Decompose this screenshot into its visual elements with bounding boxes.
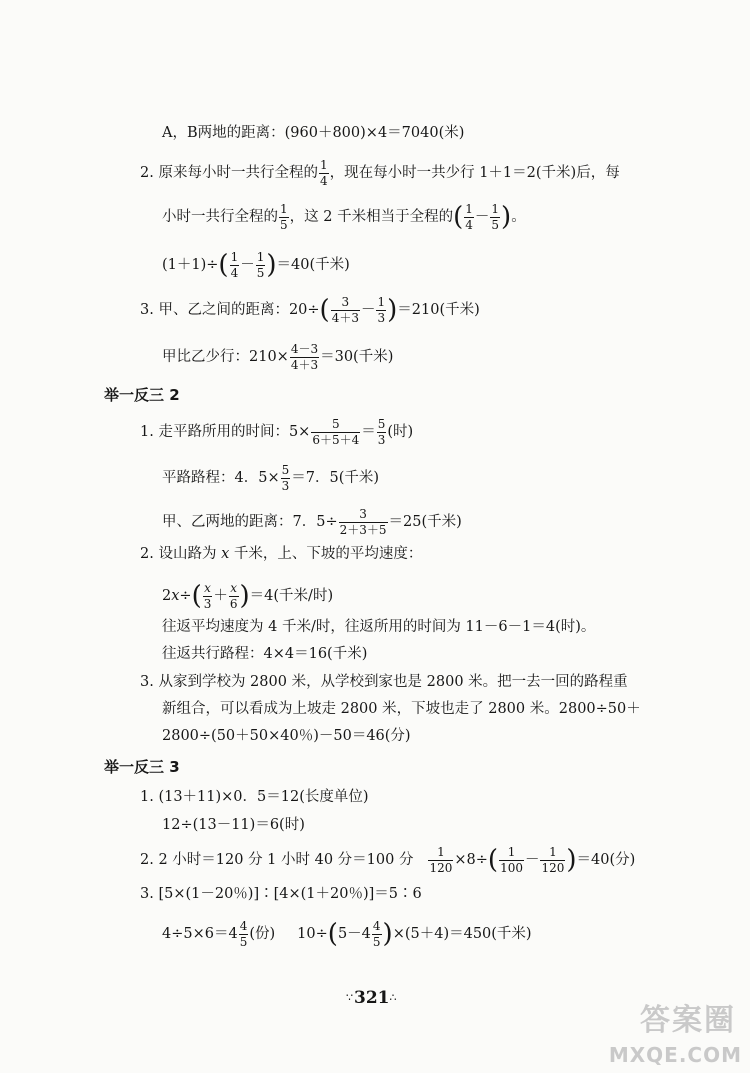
fraction bbox=[203, 582, 213, 610]
text: (时) bbox=[387, 424, 414, 441]
numerator: 5 bbox=[281, 463, 290, 477]
denominator: 5 bbox=[280, 217, 288, 232]
problem-3-line-1: 3. [5×(1－20％)]∶[4×(1＋20％)]＝5∶6 bbox=[140, 886, 422, 902]
page-number bbox=[346, 990, 398, 1007]
text: ＝4(千米/时) bbox=[249, 588, 334, 605]
watermark-url: MXQE.COM bbox=[608, 1043, 742, 1067]
denominator: 4 bbox=[319, 173, 328, 188]
variable: x bbox=[221, 546, 230, 562]
numerator: 3 bbox=[359, 507, 367, 521]
page-number-text: 321 bbox=[354, 988, 390, 1008]
text: ×8÷ bbox=[454, 852, 488, 869]
denominator: 3 bbox=[377, 432, 386, 447]
paren-open: ( bbox=[191, 581, 202, 612]
denominator: 5 bbox=[372, 934, 381, 949]
denominator: 5 bbox=[239, 934, 248, 949]
fraction bbox=[377, 418, 387, 446]
operator: ＋ bbox=[213, 588, 228, 605]
problem-2-line-1 bbox=[140, 159, 620, 187]
section-heading: 举一反三 3 bbox=[104, 758, 180, 776]
fraction bbox=[540, 846, 565, 874]
text: 2 bbox=[162, 588, 172, 605]
text: ＝210(千米) bbox=[397, 302, 480, 319]
text: 3. 甲、乙之间的距离：20÷ bbox=[140, 302, 320, 319]
paren-close: ) bbox=[382, 919, 393, 950]
text: 千米，上、下坡的平均速度： bbox=[229, 546, 423, 562]
problem-1-line-1: 1. (13＋11)×0．5＝12(长度单位) bbox=[140, 789, 369, 805]
numerator: 1 bbox=[437, 845, 445, 859]
problem-1-line-3 bbox=[162, 508, 462, 536]
denominator: 5 bbox=[256, 265, 265, 280]
paren-open: ( bbox=[453, 202, 464, 233]
text: ÷ bbox=[179, 588, 192, 605]
text: ＝30(千米) bbox=[320, 349, 394, 366]
text-line: 往返共行路程：4×4＝16(千米) bbox=[162, 646, 368, 662]
numerator: 1 bbox=[377, 295, 386, 309]
paren-close: ) bbox=[239, 581, 250, 612]
denominator: 100 bbox=[500, 860, 523, 875]
problem-2-line-1 bbox=[140, 846, 635, 874]
denominator: 120 bbox=[429, 860, 453, 875]
paren-open: ( bbox=[218, 250, 229, 281]
text: 1. 走平路所用的时间：5× bbox=[140, 424, 311, 441]
text: ＝ bbox=[361, 424, 376, 441]
variable: x bbox=[171, 588, 180, 605]
fraction bbox=[376, 296, 386, 324]
numerator: 1 bbox=[256, 250, 265, 264]
fraction bbox=[290, 343, 319, 371]
operator: － bbox=[240, 257, 255, 274]
numerator: 1 bbox=[465, 202, 473, 216]
fraction bbox=[428, 846, 453, 874]
text: ＝25(千米) bbox=[388, 514, 462, 531]
text: ，现在每小时一共少行 1＋1＝2(千米)后，每 bbox=[329, 165, 620, 182]
fraction bbox=[331, 296, 360, 324]
operator: － bbox=[474, 209, 490, 226]
operator: － bbox=[524, 852, 540, 869]
text: 5－4 bbox=[337, 926, 371, 943]
watermark-logo: 答案圈 bbox=[640, 1003, 736, 1038]
denominator: 3 bbox=[281, 478, 290, 493]
denominator: 4＋3 bbox=[331, 310, 359, 325]
problem-3-line-3: 2800÷(50＋50×40％)－50＝46(分) bbox=[162, 728, 411, 744]
equation-line bbox=[162, 582, 333, 610]
equation-line bbox=[162, 251, 350, 279]
denominator: 5 bbox=[491, 217, 500, 232]
text: 2. 原来每小时一共行全程的 bbox=[140, 165, 318, 182]
text: 甲比乙少行：210× bbox=[162, 349, 289, 366]
paren-open: ( bbox=[487, 845, 499, 876]
operator: － bbox=[360, 302, 376, 319]
text: 小时一共行全程的 bbox=[162, 209, 278, 226]
paren-close: ) bbox=[387, 295, 398, 326]
problem-3-line-1: 3. 从家到学校为 2800 米，从学校到家也是 2800 米。把一去一回的路程重 bbox=[140, 674, 628, 690]
fraction bbox=[339, 508, 388, 536]
denominator: 4 bbox=[465, 217, 473, 232]
section-heading: 举一反三 2 bbox=[104, 386, 180, 404]
problem-1-line-2 bbox=[162, 464, 379, 492]
text-line: 往返平均速度为 4 千米/时，往返所用的时间为 11－6－1＝4(时)。 bbox=[162, 619, 596, 635]
fraction bbox=[464, 203, 474, 231]
fraction bbox=[490, 203, 500, 231]
numerator: 5 bbox=[377, 417, 386, 431]
numerator: 1 bbox=[280, 202, 288, 216]
denominator: 3 bbox=[203, 596, 212, 611]
numerator: 4 bbox=[372, 919, 381, 933]
numerator: x bbox=[204, 581, 211, 595]
problem-3-line-2 bbox=[162, 920, 532, 948]
problem-1-line-1 bbox=[140, 418, 413, 446]
text: 2. 2 小时＝120 分 1 小时 40 分＝100 分 bbox=[140, 852, 414, 869]
text: 甲、乙两地的距离：7．5÷ bbox=[162, 514, 338, 531]
numerator: 1 bbox=[319, 158, 328, 172]
numerator: x bbox=[230, 581, 238, 595]
fraction bbox=[279, 203, 289, 231]
paren-open: ( bbox=[327, 919, 338, 950]
text: (1＋1)÷ bbox=[162, 257, 219, 274]
problem-3-line-2: 新组合，可以看成为上坡走 2800 米，下坡也走了 2800 米。2800÷50＋ bbox=[162, 701, 641, 717]
fraction bbox=[256, 251, 266, 279]
denominator: 6 bbox=[229, 596, 238, 611]
paren-close: ) bbox=[266, 250, 277, 281]
numerator: 1 bbox=[549, 845, 557, 859]
text: 。 bbox=[511, 209, 526, 226]
problem-3-line-2 bbox=[162, 343, 393, 371]
text: 4÷5×6＝4 bbox=[162, 926, 238, 943]
numerator: 1 bbox=[230, 250, 239, 264]
text: ＝40(千米) bbox=[276, 257, 350, 274]
text: 平路路程：4．5× bbox=[162, 470, 280, 487]
denominator: 2＋3＋5 bbox=[339, 522, 387, 537]
numerator: 5 bbox=[331, 417, 340, 431]
fraction bbox=[372, 920, 382, 948]
problem-1-line-2: 12÷(13－11)＝6(时) bbox=[162, 817, 305, 833]
denominator: 4＋3 bbox=[290, 357, 319, 372]
paren-open: ( bbox=[319, 295, 330, 326]
paren-close: ) bbox=[566, 845, 577, 876]
text: ＝7．5(千米) bbox=[291, 470, 380, 487]
denominator: 3 bbox=[377, 310, 386, 325]
numerator: 4 bbox=[239, 919, 248, 933]
text: ＝40(分) bbox=[576, 852, 636, 869]
text: ×(5＋4)＝450(千米) bbox=[392, 926, 532, 943]
denominator: 120 bbox=[541, 860, 565, 875]
numerator: 3 bbox=[341, 295, 350, 309]
text: 2. 设山路为 bbox=[140, 546, 222, 562]
text: A，B两地的距离：(960＋800)×4＝7040(米) bbox=[162, 125, 465, 141]
problem-3-line-1 bbox=[140, 296, 480, 324]
text: 10÷ bbox=[297, 926, 328, 943]
problem-2-line-1 bbox=[140, 547, 422, 562]
fraction bbox=[230, 251, 240, 279]
text-line bbox=[162, 126, 464, 141]
numerator: 4－3 bbox=[290, 342, 319, 356]
fraction bbox=[499, 846, 524, 874]
text: (份) bbox=[249, 926, 276, 943]
fraction bbox=[281, 464, 291, 492]
dots-decoration: ∵ bbox=[346, 991, 354, 1004]
denominator: 4 bbox=[230, 265, 239, 280]
text: ，这 2 千米相当于全程的 bbox=[289, 209, 454, 226]
fraction bbox=[239, 920, 249, 948]
fraction bbox=[311, 418, 360, 446]
denominator: 6＋5＋4 bbox=[312, 432, 360, 447]
fraction bbox=[229, 582, 239, 610]
fraction bbox=[319, 159, 329, 187]
problem-2-line-2 bbox=[162, 203, 526, 231]
numerator: 1 bbox=[491, 202, 500, 216]
dots-decoration: ∴ bbox=[389, 991, 398, 1004]
numerator: 1 bbox=[507, 845, 516, 859]
paren-close: ) bbox=[501, 202, 512, 233]
